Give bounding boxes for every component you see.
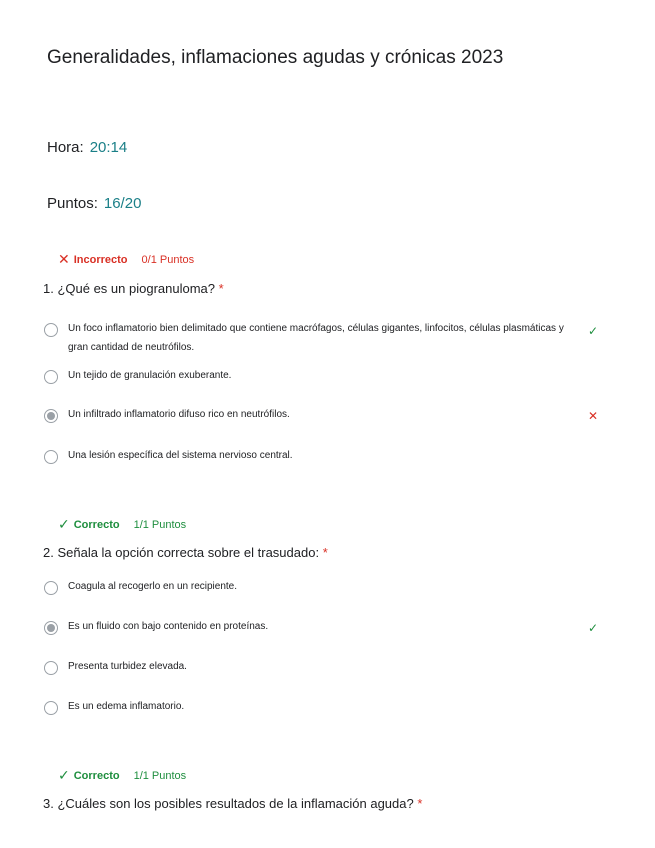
points-label: 1/1 Puntos — [133, 518, 187, 531]
question-1-option-3[interactable] — [44, 408, 604, 424]
question-1-option-2[interactable] — [44, 369, 604, 385]
hora-label: Hora: — [47, 139, 84, 156]
points-label: 0/1 Puntos — [141, 253, 195, 266]
option-label: Coagula al recogerlo en un recipiente. — [68, 581, 237, 592]
radio-button-selected[interactable] — [44, 409, 58, 423]
puntos-row — [47, 195, 141, 212]
radio-button[interactable] — [44, 323, 58, 337]
required-asterisk: * — [417, 796, 423, 811]
question-2-option-1[interactable] — [44, 580, 604, 596]
question-label: 2. Señala la opción correcta sobre el trasudado: — [43, 545, 320, 560]
question-label: 3. ¿Cuáles son los posibles resultados de la inflamación aguda? — [43, 796, 414, 811]
question-1-text — [43, 281, 224, 296]
radio-button[interactable] — [44, 450, 58, 464]
question-1-status — [58, 251, 194, 268]
question-3-status — [58, 767, 186, 784]
question-3-text — [43, 796, 422, 811]
status-label: Correcto — [73, 769, 120, 782]
check-icon: ✓ — [58, 516, 70, 532]
question-2-status — [58, 516, 186, 533]
question-1-option-4[interactable] — [44, 449, 604, 465]
radio-button[interactable] — [44, 661, 58, 675]
hora-row — [47, 139, 127, 156]
question-1-option-1[interactable] — [44, 322, 604, 357]
question-2-option-4[interactable] — [44, 700, 604, 716]
radio-button[interactable] — [44, 581, 58, 595]
close-icon: ✕ — [588, 409, 599, 423]
question-2-option-2[interactable] — [44, 620, 604, 636]
required-asterisk: * — [218, 281, 224, 296]
option-label: Es un fluido con bajo contenido en proteínas. — [68, 621, 269, 632]
option-label: Una lesión específica del sistema nervioso central. — [68, 450, 293, 461]
puntos-label: Puntos: — [47, 195, 98, 212]
option-label: Un tejido de granulación exuberante. — [68, 370, 232, 381]
option-label: Un foco inflamatorio bien delimitado que contiene macrófagos, células gigantes, linfocitos, células plasmáticas y gran cantidad de neutrófilos. — [68, 323, 564, 353]
question-2-text — [43, 545, 328, 560]
question-2-option-3[interactable] — [44, 660, 604, 676]
option-label: Es un edema inflamatorio. — [68, 701, 185, 712]
check-icon: ✓ — [588, 621, 599, 635]
radio-button[interactable] — [44, 701, 58, 715]
option-label: Presenta turbidez elevada. — [68, 661, 187, 672]
form-title: Generalidades, inflamaciones agudas y crónicas 2023 — [47, 47, 504, 68]
radio-button-selected[interactable] — [44, 621, 58, 635]
question-label: 1. ¿Qué es un piogranuloma? — [43, 281, 215, 296]
option-label: Un infiltrado inflamatorio difuso rico en neutrófilos. — [68, 409, 290, 420]
status-label: Correcto — [73, 518, 120, 531]
status-label: Incorrecto — [73, 253, 128, 266]
points-label: 1/1 Puntos — [133, 769, 187, 782]
check-icon: ✓ — [58, 767, 70, 783]
hora-value: 20:14 — [89, 139, 128, 156]
close-icon: ✕ — [58, 251, 70, 267]
radio-button[interactable] — [44, 370, 58, 384]
puntos-value: 16/20 — [103, 195, 142, 212]
check-icon: ✓ — [588, 324, 599, 338]
required-asterisk: * — [322, 545, 328, 560]
